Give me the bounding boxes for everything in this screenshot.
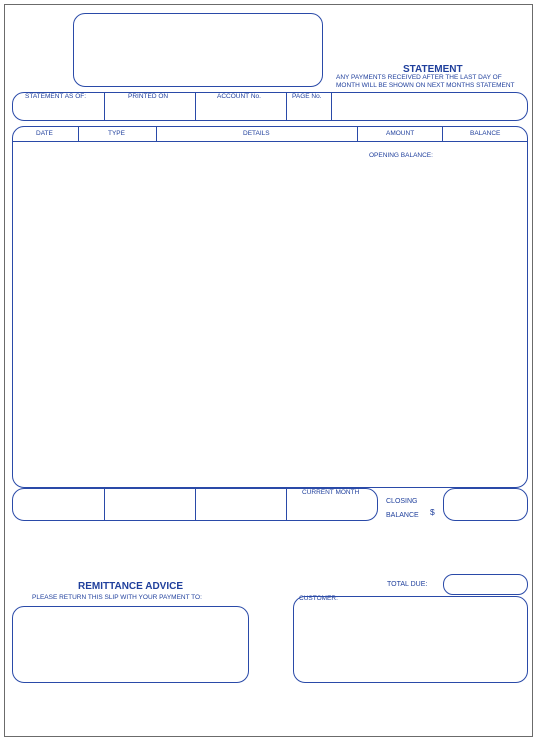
statement-form	[4, 4, 533, 737]
summary-divider	[195, 488, 196, 521]
customer-label: CUSTOMER:	[299, 595, 338, 602]
column-header-details: DETAILS	[243, 130, 270, 137]
page-no-label: PAGE No.	[292, 93, 322, 100]
table-header-divider	[12, 141, 528, 142]
summary-divider	[104, 488, 105, 521]
remit-to-address-box	[12, 606, 249, 683]
column-header-amount: AMOUNT	[386, 130, 415, 137]
statement-info-row	[12, 92, 528, 121]
transactions-table	[12, 126, 528, 488]
column-divider	[156, 126, 157, 141]
column-header-type: TYPE	[108, 130, 125, 137]
closing-balance-box	[443, 488, 528, 521]
total-due-box	[443, 574, 528, 595]
info-divider	[104, 92, 105, 121]
statement-as-of-label: STATEMENT AS OF:	[25, 93, 87, 100]
customer-address-box	[293, 596, 528, 683]
current-month-label: CURRENT MONTH	[302, 489, 360, 496]
summary-divider	[286, 488, 287, 521]
account-no-label: ACCOUNT No.	[217, 93, 261, 100]
opening-balance-label: OPENING BALANCE:	[369, 152, 433, 159]
column-header-balance: BALANCE	[470, 130, 501, 137]
info-divider	[195, 92, 196, 121]
total-due-label: TOTAL DUE:	[387, 581, 428, 588]
closing-label: CLOSING	[386, 498, 418, 505]
company-logo-box	[73, 13, 323, 87]
payment-notice-line-1: ANY PAYMENTS RECEIVED AFTER THE LAST DAY OF	[336, 74, 502, 81]
column-divider	[442, 126, 443, 141]
column-divider	[357, 126, 358, 141]
column-divider	[78, 126, 79, 141]
remittance-title: REMITTANCE ADVICE	[78, 581, 183, 592]
payment-notice-line-2: MONTH WILL BE SHOWN ON NEXT MONTHS STATEMENT	[336, 82, 515, 89]
info-divider	[331, 92, 332, 121]
printed-on-label: PRINTED ON	[128, 93, 169, 100]
info-divider	[286, 92, 287, 121]
statement-title: STATEMENT	[403, 64, 463, 75]
column-header-date: DATE	[36, 130, 53, 137]
currency-symbol: $	[430, 507, 435, 517]
remittance-instruction: PLEASE RETURN THIS SLIP WITH YOUR PAYMENT TO:	[32, 594, 202, 601]
balance-label: BALANCE	[386, 512, 419, 519]
